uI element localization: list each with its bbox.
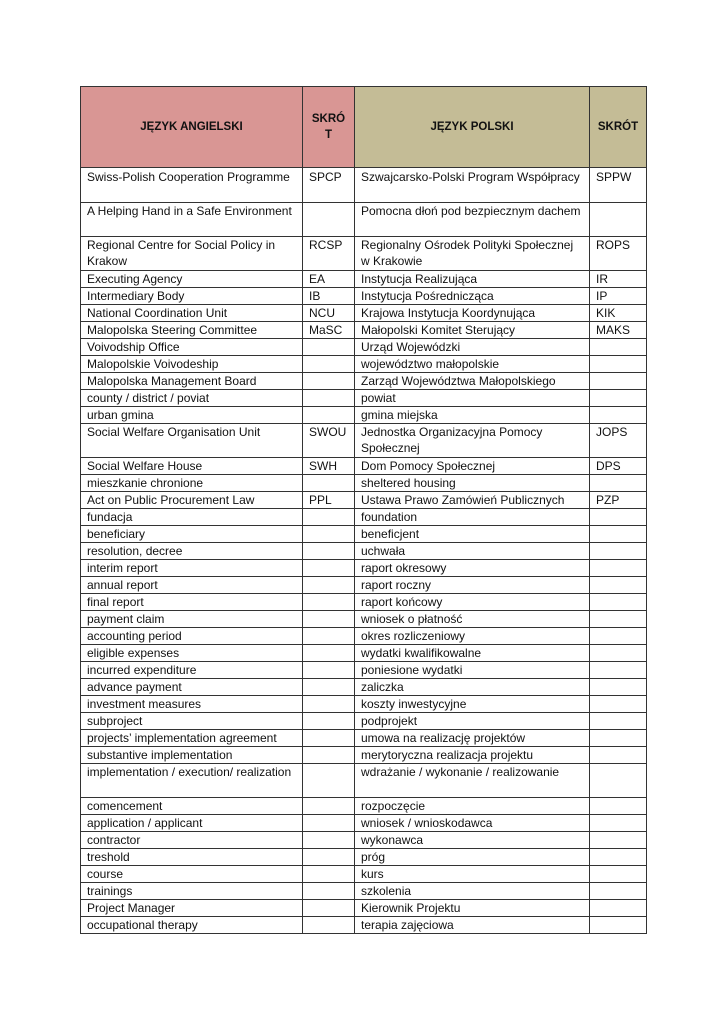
english-term-cell: contractor [81,832,303,849]
english-abbreviation-cell [303,798,355,815]
polish-term-cell: próg [355,849,590,866]
table-row [81,747,647,764]
english-abbreviation-cell [303,407,355,424]
english-term-cell: incurred expenditure [81,662,303,679]
table-row [81,560,647,577]
table-row [81,237,647,271]
polish-term-cell: okres rozliczeniowy [355,628,590,645]
english-term-cell: Voivodship Office [81,339,303,356]
english-abbreviation-cell [303,628,355,645]
english-abbreviation-cell [303,883,355,900]
english-term-cell: mieszkanie chronione [81,475,303,492]
english-term-cell: resolution, decree [81,543,303,560]
table-row [81,390,647,407]
polish-term-cell: raport końcowy [355,594,590,611]
polish-term-cell: merytoryczna realizacja projektu [355,747,590,764]
english-term-cell: Malopolska Management Board [81,373,303,390]
polish-term-cell: Pomocna dłoń pod bezpiecznym dachem [355,203,590,237]
english-term-cell: course [81,866,303,883]
english-term-cell: treshold [81,849,303,866]
table-row [81,917,647,934]
header-polish: JĘZYK POLSKI [355,87,590,168]
english-abbreviation-cell [303,849,355,866]
english-abbreviation-cell [303,560,355,577]
polish-abbreviation-cell: IP [590,288,647,305]
polish-term-cell: Jednostka Organizacyjna Pomocy Społecznej [355,424,590,458]
polish-term-cell: Kierownik Projektu [355,900,590,917]
table-row [81,662,647,679]
english-term-cell: final report [81,594,303,611]
polish-abbreviation-cell: PZP [590,492,647,509]
english-term-cell: National Coordination Unit [81,305,303,322]
polish-term-cell: Instytucja Pośrednicząca [355,288,590,305]
polish-term-cell: umowa na realizację projektów [355,730,590,747]
polish-abbreviation-cell [590,883,647,900]
polish-term-cell: wykonawca [355,832,590,849]
table-row [81,696,647,713]
table-row [81,713,647,730]
header-english: JĘZYK ANGIELSKI [81,87,303,168]
english-abbreviation-cell [303,339,355,356]
english-abbreviation-cell [303,730,355,747]
english-term-cell: Malopolska Steering Committee [81,322,303,339]
table-row [81,373,647,390]
table-row [81,424,647,458]
polish-abbreviation-cell [590,747,647,764]
polish-abbreviation-cell [590,509,647,526]
polish-term-cell: zaliczka [355,679,590,696]
table-row [81,594,647,611]
polish-abbreviation-cell: IR [590,271,647,288]
polish-abbreviation-cell [590,798,647,815]
english-term-cell: Intermediary Body [81,288,303,305]
table-row [81,866,647,883]
polish-abbreviation-cell: MAKS [590,322,647,339]
table-row [81,526,647,543]
table-row [81,832,647,849]
polish-term-cell: szkolenia [355,883,590,900]
polish-abbreviation-cell: SPPW [590,168,647,203]
polish-abbreviation-cell [590,628,647,645]
polish-abbreviation-cell [590,577,647,594]
header-english-abbreviation: SKRÓT [303,87,355,168]
polish-abbreviation-cell [590,900,647,917]
polish-abbreviation-cell [590,594,647,611]
table-row [81,458,647,475]
english-abbreviation-cell: SPCP [303,168,355,203]
table-row [81,475,647,492]
polish-abbreviation-cell: DPS [590,458,647,475]
english-abbreviation-cell [303,866,355,883]
english-abbreviation-cell: RCSP [303,237,355,271]
english-term-cell: substantive implementation [81,747,303,764]
table-row [81,815,647,832]
polish-abbreviation-cell [590,815,647,832]
polish-abbreviation-cell [590,764,647,798]
english-abbreviation-cell [303,764,355,798]
table-row [81,645,647,662]
polish-term-cell: raport roczny [355,577,590,594]
english-abbreviation-cell [303,543,355,560]
english-term-cell: application / applicant [81,815,303,832]
table-row [81,168,647,203]
polish-abbreviation-cell: KIK [590,305,647,322]
english-term-cell: occupational therapy [81,917,303,934]
english-abbreviation-cell [303,594,355,611]
polish-abbreviation-cell [590,203,647,237]
english-term-cell: urban gmina [81,407,303,424]
polish-abbreviation-cell [590,373,647,390]
english-term-cell: A Helping Hand in a Safe Environment [81,203,303,237]
polish-term-cell: Instytucja Realizująca [355,271,590,288]
table-row [81,764,647,798]
polish-term-cell: foundation [355,509,590,526]
english-term-cell: fundacja [81,509,303,526]
english-abbreviation-cell: EA [303,271,355,288]
english-abbreviation-cell [303,577,355,594]
polish-abbreviation-cell: JOPS [590,424,647,458]
polish-term-cell: uchwała [355,543,590,560]
table-row [81,730,647,747]
table-row [81,679,647,696]
polish-term-cell: Małopolski Komitet Sterujący [355,322,590,339]
english-abbreviation-cell [303,747,355,764]
polish-term-cell: wniosek o płatność [355,611,590,628]
polish-term-cell: województwo małopolskie [355,356,590,373]
table-row [81,628,647,645]
english-term-cell: annual report [81,577,303,594]
table-row [81,798,647,815]
polish-term-cell: gmina miejska [355,407,590,424]
polish-abbreviation-cell [590,917,647,934]
polish-term-cell: beneficjent [355,526,590,543]
english-abbreviation-cell [303,832,355,849]
polish-abbreviation-cell [590,866,647,883]
polish-term-cell: terapia zajęciowa [355,917,590,934]
english-term-cell: Executing Agency [81,271,303,288]
table-header [81,87,647,168]
polish-abbreviation-cell [590,730,647,747]
polish-abbreviation-cell [590,696,647,713]
polish-term-cell: Krajowa Instytucja Koordynująca [355,305,590,322]
english-term-cell: eligible expenses [81,645,303,662]
english-term-cell: investment measures [81,696,303,713]
table-row [81,577,647,594]
english-term-cell: beneficiary [81,526,303,543]
polish-abbreviation-cell [590,475,647,492]
english-term-cell: projects’ implementation agreement [81,730,303,747]
english-term-cell: payment claim [81,611,303,628]
table-row [81,271,647,288]
english-abbreviation-cell: SWH [303,458,355,475]
english-abbreviation-cell [303,713,355,730]
polish-term-cell: Regionalny Ośrodek Polityki Społecznej w Krakowie [355,237,590,271]
english-term-cell: trainings [81,883,303,900]
polish-abbreviation-cell [590,713,647,730]
polish-abbreviation-cell [590,560,647,577]
polish-term-cell: kurs [355,866,590,883]
polish-abbreviation-cell: ROPS [590,237,647,271]
polish-abbreviation-cell [590,849,647,866]
english-abbreviation-cell [303,900,355,917]
polish-abbreviation-cell [590,407,647,424]
english-abbreviation-cell [303,917,355,934]
english-term-cell: implementation / execution/ realization [81,764,303,798]
polish-abbreviation-cell [590,662,647,679]
polish-term-cell: podprojekt [355,713,590,730]
polish-abbreviation-cell [590,356,647,373]
table-row [81,611,647,628]
polish-term-cell: Urząd Wojewódzki [355,339,590,356]
english-abbreviation-cell [303,526,355,543]
table-row [81,305,647,322]
header-row [81,87,647,168]
english-term-cell: interim report [81,560,303,577]
table-row [81,509,647,526]
table-row [81,203,647,237]
english-term-cell: Social Welfare Organisation Unit [81,424,303,458]
polish-abbreviation-cell [590,611,647,628]
english-abbreviation-cell: MaSC [303,322,355,339]
english-abbreviation-cell: IB [303,288,355,305]
english-abbreviation-cell [303,356,355,373]
english-abbreviation-cell [303,611,355,628]
table-row [81,543,647,560]
polish-term-cell: Dom Pomocy Społecznej [355,458,590,475]
english-term-cell: advance payment [81,679,303,696]
english-term-cell: county / district / poviat [81,390,303,407]
polish-term-cell: koszty inwestycyjne [355,696,590,713]
polish-term-cell: rozpoczęcie [355,798,590,815]
english-term-cell: Regional Centre for Social Policy in Krakow [81,237,303,271]
english-term-cell: Project Manager [81,900,303,917]
polish-abbreviation-cell [590,543,647,560]
english-abbreviation-cell: SWOU [303,424,355,458]
english-abbreviation-cell: PPL [303,492,355,509]
polish-term-cell: Ustawa Prawo Zamówień Publicznych [355,492,590,509]
polish-term-cell: raport okresowy [355,560,590,577]
table-row [81,322,647,339]
table-row [81,339,647,356]
english-abbreviation-cell [303,373,355,390]
english-term-cell: comencement [81,798,303,815]
english-abbreviation-cell [303,203,355,237]
english-abbreviation-cell [303,679,355,696]
header-polish-abbreviation: SKRÓT [590,87,647,168]
english-abbreviation-cell [303,696,355,713]
polish-abbreviation-cell [590,526,647,543]
english-abbreviation-cell [303,390,355,407]
english-abbreviation-cell [303,509,355,526]
polish-abbreviation-cell [590,645,647,662]
polish-term-cell: wdrażanie / wykonanie / realizowanie [355,764,590,798]
english-abbreviation-cell [303,645,355,662]
polish-term-cell: Szwajcarsko-Polski Program Współpracy [355,168,590,203]
english-abbreviation-cell [303,475,355,492]
table-row [81,849,647,866]
english-abbreviation-cell [303,815,355,832]
english-term-cell: Social Welfare House [81,458,303,475]
table-row [81,492,647,509]
table-row [81,288,647,305]
table-row [81,883,647,900]
polish-term-cell: poniesione wydatki [355,662,590,679]
polish-abbreviation-cell [590,390,647,407]
table-row [81,900,647,917]
polish-abbreviation-cell [590,679,647,696]
table-body [81,168,647,934]
english-term-cell: Malopolskie Voivodeship [81,356,303,373]
polish-term-cell: Zarząd Województwa Małopolskiego [355,373,590,390]
table-row [81,356,647,373]
english-term-cell: subproject [81,713,303,730]
polish-term-cell: wniosek / wnioskodawca [355,815,590,832]
english-term-cell: Swiss-Polish Cooperation Programme [81,168,303,203]
polish-abbreviation-cell [590,339,647,356]
table-row [81,407,647,424]
english-term-cell: accounting period [81,628,303,645]
polish-abbreviation-cell [590,832,647,849]
polish-term-cell: wydatki kwalifikowalne [355,645,590,662]
english-abbreviation-cell: NCU [303,305,355,322]
polish-term-cell: powiat [355,390,590,407]
polish-term-cell: sheltered housing [355,475,590,492]
glossary-table [80,86,647,934]
english-term-cell: Act on Public Procurement Law [81,492,303,509]
english-abbreviation-cell [303,662,355,679]
